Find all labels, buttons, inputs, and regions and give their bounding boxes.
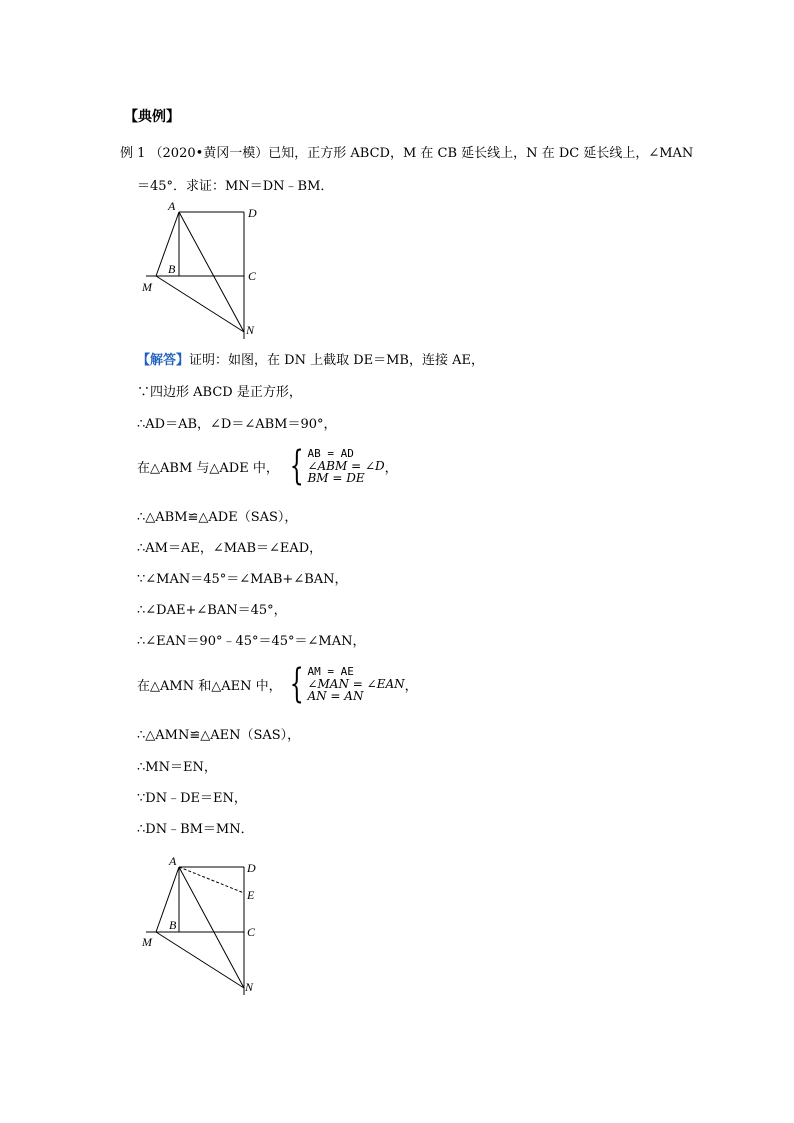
- step-1: ∵四边形 ABCD 是正方形，: [137, 385, 302, 400]
- step-8: ∴∠EAN＝90°﹣45°＝45°＝∠MAN，: [137, 634, 366, 649]
- fig1-label-B: B: [168, 262, 176, 276]
- step-7: ∴∠DAE+∠BAN＝45°，: [137, 603, 287, 618]
- fig1-label-C: C: [248, 269, 257, 283]
- step-6: ∵∠MAN＝45°＝∠MAB+∠BAN，: [137, 572, 348, 587]
- fig1-line-AN: [179, 212, 244, 332]
- figure-square-1: [136, 198, 266, 343]
- solution-intro-line: [137, 352, 484, 370]
- brace-icon: {: [289, 443, 304, 489]
- fig2-line-AN: [179, 867, 244, 988]
- system-2: [284, 661, 418, 707]
- step-12: ∵DN﹣DE＝EN，: [137, 791, 247, 806]
- fig2-label-N: N: [245, 980, 254, 994]
- fig2-label-M: M: [142, 935, 152, 949]
- step-3: 在△ABM 与△ADE 中，: [137, 461, 279, 476]
- fig2-label-A: A: [169, 854, 177, 868]
- system-2-row-3: AN = AN: [307, 689, 364, 703]
- fig2-line-AE: [179, 867, 244, 893]
- figure-square-2: [136, 852, 266, 1000]
- step-4: ∴△ABM≌△ADE（SAS），: [137, 510, 298, 525]
- step-9: 在△AMN 和△AEN 中，: [137, 679, 282, 694]
- system-2-row-1: AM = AE: [307, 665, 354, 678]
- step-5: ∴AM＝AE，∠MAB＝∠EAD，: [137, 541, 323, 556]
- fig2-line-MN: [156, 932, 244, 988]
- solution-label: 【解答】: [137, 353, 190, 368]
- fig2-label-D: D: [247, 861, 256, 875]
- fig2-label-C: C: [247, 925, 256, 939]
- system-2-tail: ，: [404, 678, 418, 694]
- system-1: [284, 443, 398, 489]
- fig1-label-N: N: [246, 323, 255, 337]
- system-1-row-2: ∠ABM = ∠D: [307, 459, 385, 473]
- fig2-label-B: B: [169, 918, 177, 932]
- step-13: ∴DN﹣BM＝MN．: [137, 822, 254, 837]
- section-title: 【典例】: [124, 109, 180, 125]
- fig1-label-D: D: [248, 206, 257, 220]
- problem-line-2: ＝45°．求证：MN＝DN﹣BM．: [137, 179, 334, 194]
- brace-icon: {: [289, 661, 304, 707]
- system-1-row-1: AB = AD: [307, 447, 354, 460]
- fig1-label-A: A: [168, 199, 176, 213]
- fig1-line-MN: [156, 276, 244, 332]
- step-11: ∴MN＝EN，: [137, 760, 217, 775]
- solution-intro: 证明：如图，在 DN 上截取 DE＝MB，连接 AE，: [189, 353, 484, 368]
- system-1-row-3: BM = DE: [307, 471, 365, 485]
- fig2-label-E: E: [247, 888, 255, 902]
- system-2-row-2: ∠MAN = ∠EAN: [307, 677, 405, 691]
- system-1-tail: ，: [384, 460, 398, 476]
- fig1-label-M: M: [142, 280, 152, 294]
- step-2: ∴AD＝AB，∠D＝∠ABM＝90°，: [137, 417, 337, 432]
- step-10: ∴△AMN≌△AEN（SAS），: [137, 728, 301, 743]
- problem-line-1: 例 1 （2020•黄冈一模）已知，正方形 ABCD，M 在 CB 延长线上，N 在 DC 延长线上，∠MAN: [120, 146, 694, 161]
